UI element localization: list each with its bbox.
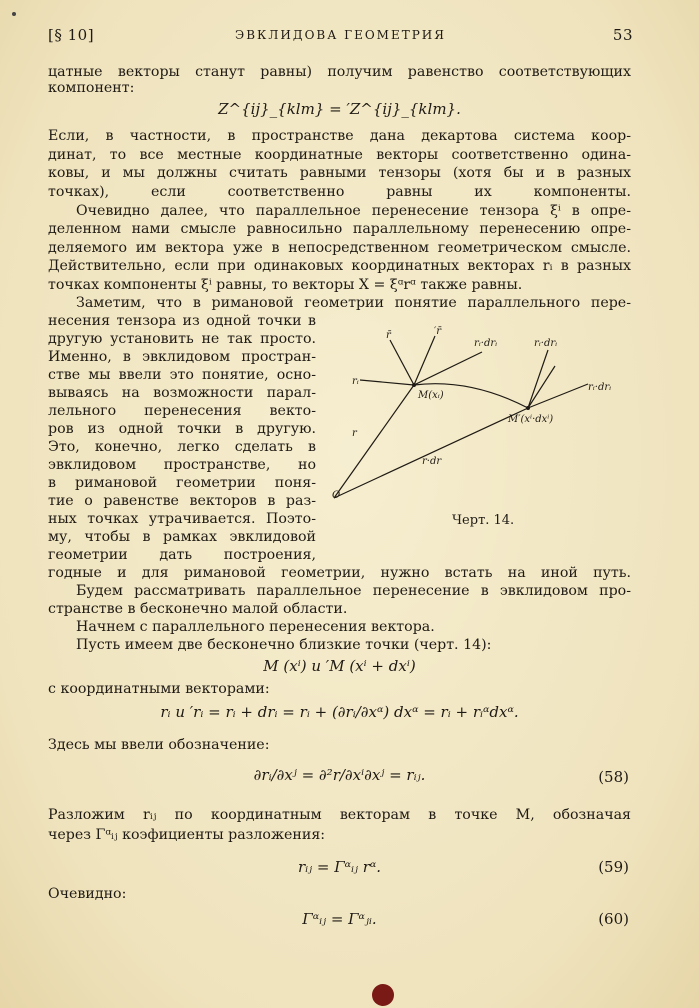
- equation: Γᵅᵢⱼ = Γᵅⱼᵢ.: [302, 910, 377, 928]
- text-line: другую установить не так просто.: [48, 331, 316, 347]
- vector-right-m2: [528, 384, 588, 408]
- label-ri-dri-3: rᵢ·drᵢ: [588, 382, 612, 393]
- ink-dot: [12, 12, 16, 16]
- text-line: ковы, и мы должны считать равными тензоры (хотя бы и в разных: [48, 165, 631, 181]
- label-ri-dri-2: rᵢ·drᵢ: [534, 338, 558, 349]
- vector-up-m2b: [528, 366, 555, 408]
- label-r-top: r̄: [386, 330, 391, 341]
- figure-caption: Черт. 14.: [452, 513, 515, 528]
- text-line: странстве в бесконечно малой области.: [48, 601, 348, 617]
- text-line: Начнем с параллельного перенесения вектора.: [76, 619, 435, 635]
- page-number: 53: [612, 26, 633, 44]
- text-line: Именно, в эвклидовом простран-: [48, 349, 316, 365]
- text-line: динат, то все местные координатные векторы соответственно одина-: [48, 147, 631, 163]
- text-line: с координатными векторами:: [48, 681, 270, 697]
- label-M-prime: M′(xⁱ·dxⁱ): [508, 414, 554, 425]
- text-line: Очевидно:: [48, 886, 127, 902]
- vector-up-m2: [528, 350, 548, 408]
- label-r-top2: ′r̄: [434, 326, 442, 337]
- figure-14: [330, 318, 640, 508]
- equation: M (xⁱ) и ′M (xⁱ + dxⁱ): [263, 657, 416, 675]
- text-line: геометрии дать построения,: [48, 547, 316, 563]
- vector-r-dr: [334, 408, 528, 498]
- text-line: эвклидовом пространстве, но: [48, 457, 316, 473]
- text-line: Это, конечно, легко сделать в: [48, 439, 316, 455]
- equation: rᵢⱼ = Γᵅᵢⱼ rᵅ.: [297, 858, 382, 876]
- vector-ri-dri: [414, 352, 482, 385]
- text-line: цатные векторы станут равны) получим равенство соответствующих: [48, 64, 631, 80]
- text-line: компонент:: [48, 80, 135, 96]
- running-title: ЭВКЛИДОВА ГЕОМЕТРИЯ: [235, 28, 446, 42]
- running-header: [48, 26, 633, 46]
- text-line: ных точках утрачивается. Поэто-: [48, 511, 316, 527]
- text-line: стве мы ввели это понятие, осно-: [48, 367, 316, 383]
- text-line: Разложим rᵢⱼ по координатным векторам в точке M, обозначая: [48, 807, 631, 823]
- text-line: несения тензора из одной точки в: [48, 313, 316, 329]
- vector-r-up: [390, 340, 414, 385]
- point-M-prime: [526, 406, 530, 410]
- equation: ∂rᵢ/∂xʲ = ∂²r/∂xⁱ∂xʲ = rᵢⱼ.: [253, 766, 426, 784]
- label-ri: rᵢ: [352, 376, 359, 387]
- text-line: точках компоненты ξⁱ равны, то векторы X = ξᵅrᵅ также равны.: [48, 277, 523, 293]
- text-line: Пусть имеем две бесконечно близкие точки (черт. 14):: [76, 637, 492, 653]
- text-line: тие о равенстве векторов в раз-: [48, 493, 316, 509]
- equation-number: (58): [598, 768, 629, 786]
- label-r-dr: r·dr: [422, 456, 442, 467]
- label-ri-dri: rᵢ·drᵢ: [474, 338, 498, 349]
- text-line: Здесь мы ввели обозначение:: [48, 737, 270, 753]
- text-line: деленном нами смысле равносильно параллельному перенесению опре-: [48, 221, 631, 237]
- vector-r-up2: [414, 336, 435, 385]
- section-number: [§ 10]: [48, 26, 95, 44]
- label-origin: O: [332, 490, 341, 501]
- equation-number: (59): [598, 858, 629, 876]
- text-line: Заметим, что в римановой геометрии понятие параллельного пере-: [76, 295, 631, 311]
- text-line: лельного перенесения векто-: [48, 403, 316, 419]
- equation: rᵢ и ′rᵢ = rᵢ + drᵢ = rᵢ + (∂rᵢ/∂xᵅ) dxᵅ = rᵢ + rᵢᵅdxᵅ.: [160, 703, 519, 721]
- text-line: через Γᵅᵢⱼ коэфициенты разложения:: [48, 827, 326, 843]
- point-M: [412, 383, 416, 387]
- text-line: точках), если соответственно равны их компоненты.: [48, 184, 631, 200]
- text-line: деляемого им вектора уже в непосредственном геометрическом смысле.: [48, 240, 631, 256]
- text-line: Будем рассматривать параллельное перенесение в эвклидовом про-: [76, 583, 631, 599]
- label-r: r: [352, 428, 357, 439]
- text-line: Действительно, если при одинаковых координатных векторах rᵢ в разных: [48, 258, 631, 274]
- text-line: вываясь на возможности парал-: [48, 385, 316, 401]
- equation: Z^{ij}_{klm} = ′Z^{ij}_{klm}.: [218, 100, 461, 118]
- text-line: Очевидно далее, что параллельное перенесение тензора ξⁱ в опре-: [76, 203, 631, 219]
- vector-ri-left: [360, 380, 414, 385]
- text-line: годные и для римановой геометрии, нужно встать на иной путь.: [48, 565, 631, 581]
- seal-stamp-fragment: [372, 984, 394, 1006]
- label-M: M(xᵢ): [418, 390, 444, 401]
- text-line: Если, в частности, в пространстве дана декартова система коор-: [48, 128, 631, 144]
- text-line: ров из одной точки в другую.: [48, 421, 316, 437]
- vector-r: [334, 385, 414, 498]
- text-line: в римановой геометрии поня-: [48, 475, 316, 491]
- text-line: му, чтобы в рамках эвклидовой: [48, 529, 316, 545]
- equation-number: (60): [598, 910, 629, 928]
